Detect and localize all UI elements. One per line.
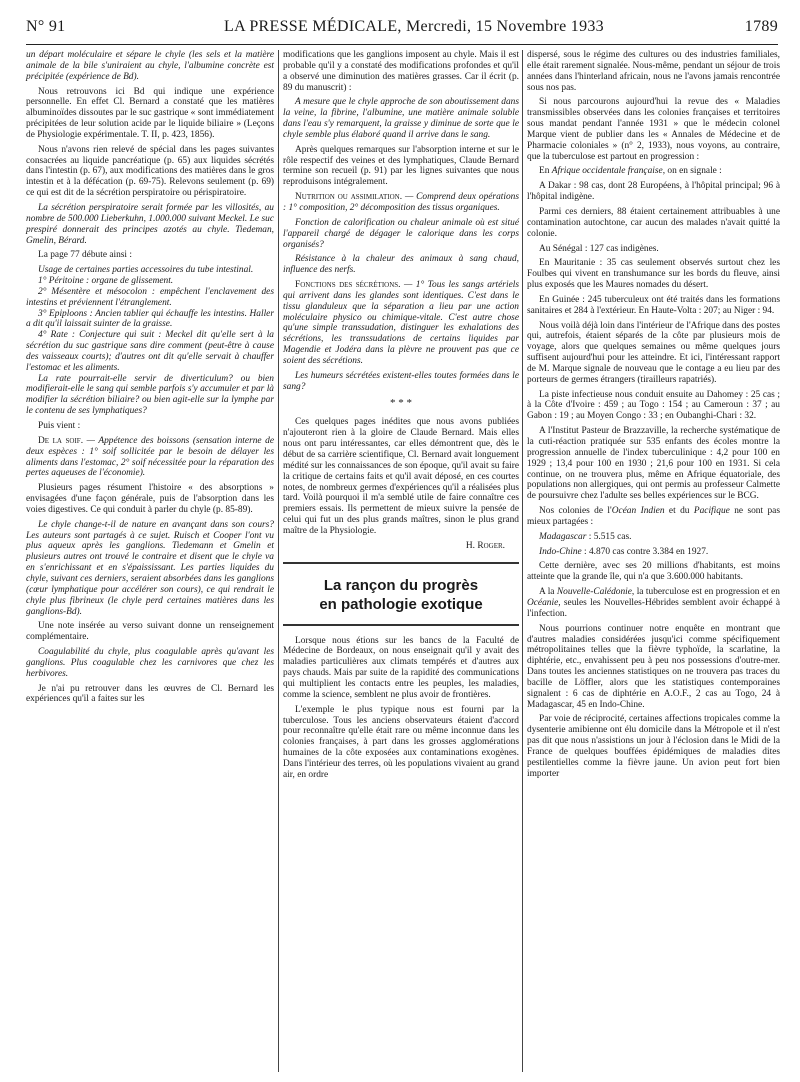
paragraph: A Dakar : 98 cas, dont 28 Européens, à l'hôpital principal; 96 à l'hôpital indigène. bbox=[527, 181, 780, 203]
place-name: Madagascar bbox=[539, 531, 587, 542]
paragraph: Fonction de calorification ou chaleur animale où est situé l'appareil chargé de dégager le calorique dans les corps organisés? bbox=[283, 217, 519, 250]
paragraph: Puis vient : bbox=[38, 421, 81, 431]
text-run: et du bbox=[664, 506, 694, 517]
text-run: : 4.870 cas contre 3.384 en 1927. bbox=[581, 546, 709, 557]
paragraph: La piste infectieuse nous conduit ensuite au Dahomey : 25 cas ; à la Côte d'Ivoire : 459 ; au Togo : 154 ; au Cameroun : 37 ; au Gabon : 19 ; au Moyen Congo : 33 ; en Oubanghi-Chari : 32. bbox=[527, 389, 780, 422]
paragraph bbox=[527, 547, 780, 558]
paragraph: L'exemple le plus typique nous est fourni par la tuberculose. Tous les anciens observateurs étaient d'accord pour reconnaître qu'elle était rare ou même inconnue dans les colonies françaises, à part dans les grosses agglomérations humaines de la côte exposées aux contaminations exogènes. Dans l'intérieur des terres, où les populations vivaient au grand air, en ordre bbox=[283, 704, 520, 780]
paragraph: En Guinée : 245 tuberculeux ont été traités dans les formations sanitaires et 284 à l'extérieur. En Haute-Volta : 207; au Niger : 94. bbox=[527, 294, 780, 316]
page-header bbox=[26, 18, 778, 44]
text-run: , on en signale : bbox=[662, 166, 722, 177]
paragraph: 2° Mésentère et mésocolon : empêchent l'enclavement des intestins et préviennent l'étranglement. bbox=[26, 286, 274, 308]
paragraph-text: — 1° Tous les sangs artériels qui arrivent dans les glandes sont identiques. C'est dans le tissu glanduleux que la séparation a lieu par une action moléculaire physico ou chimique-vitale. C'est autre chose qu'une simple transsudation, distinguer les exhalations des sécrétions, les transsudations de certains liquides par Magendie et Jodéra dans la plèvre ne prouvent pas que ce soient des sécrétions. bbox=[283, 280, 519, 366]
paragraph bbox=[527, 506, 780, 528]
page-number: 1789 bbox=[744, 18, 778, 35]
paragraph-text: — Comprend deux opérations : 1° composition, 2° décomposition des tissus organiques. bbox=[283, 192, 519, 213]
paragraph: Les humeurs sécrétées existent-elles toutes formées dans le sang? bbox=[283, 370, 519, 392]
article-title-line: en pathologie exotique bbox=[319, 595, 483, 613]
paragraph bbox=[283, 280, 519, 367]
run-in-heading: Nutrition ou assimilation. bbox=[295, 192, 403, 203]
text-run: ne sont pas mieux partagées : bbox=[527, 506, 780, 527]
paragraph: dispersé, sous le régime des cultures ou des industries familiales, elle était rarement signalée. Nous-même, pendant un séjour de trois années dans l'hinterland africain, nous ne l'avons jamais rencontrée sous nos pas. bbox=[527, 50, 780, 93]
text-run: En bbox=[539, 166, 552, 177]
paragraph: Au Sénégal : 127 cas indigènes. bbox=[539, 243, 659, 254]
paragraph: 1° Péritoine : organe de glissement. bbox=[38, 276, 174, 287]
paragraph: Lorsque nous étions sur les bancs de la Faculté de Médecine de Bordeaux, on nous enseignait qu'il y avait des maladies particulières aux climats tempérés et d'autres aux pays chauds. Mais par suite de la rapidité des communications qui multiplient les contacts entre les peuples, les maladies, comme la science, semblent ne plus avoir de frontières. bbox=[283, 635, 519, 700]
text-run: A la bbox=[539, 587, 557, 598]
place-name: Océan Indien bbox=[611, 506, 665, 517]
paragraph: La page 77 débute ainsi : bbox=[38, 250, 132, 261]
paragraph: A l'Institut Pasteur de Brazzaville, la recherche systématique de la cuti-réaction pratiquée sur 535 enfants des écoles montre la progression annuelle de l'index tuberculinique : 4,2 pour 100 en 1929 ; 13,4 pour 100 en 1930 ; 21,6 pour 100 en 1931. Si cela continue, on ne trouvera plus, même en Afrique équatoriale, des populations non allergiques, qui ont permis au professeur Calmette de poursuivre chez l'adulte ses belles expériences sur le BCG. bbox=[527, 426, 780, 502]
author-signature: H. Roger. bbox=[465, 540, 505, 551]
place-name: Nouvelle-Calédonie bbox=[556, 587, 632, 598]
paragraph: Le chyle change-t-il de nature en avançant dans son cours? Les auteurs sont partagés à ce sujet. Ruisch et Cooper l'ont vu plus aqueux après les ganglions. Tiedemann et Gmelin et plusieurs autres ont trouvé le contraire et disent que le chyle va en s'enrichissant et en s'épaississant. Les parties liquides du chyle, suivant ces derniers, seraient absorbées dans les ganglions (cœur lymphatique pour accélérer son cours), ce qui rendrait le chyle plus fibrineux (le chyle perd certaines matières dans les ganglions-Bd). bbox=[26, 519, 274, 617]
paragraph: un départ moléculaire et sépare le chyle (les sels et la matière animale de la bile s'uniraient au chyle, l'albumine concrète est précipitée (expérience de Bd). bbox=[26, 50, 274, 82]
place-name: Afrique occidentale française bbox=[551, 166, 663, 177]
text-run: Nos colonies de l' bbox=[539, 506, 612, 517]
paragraph: La rate pourrait-elle servir de diverticulum? ou bien modifierait-elle le sang qui semble parfois s'y accumuler et par là modifier la sécrétion biliaire? ou bien agit-elle sur la lymphe par le contenu de ses lymphatiques? bbox=[26, 373, 274, 417]
paragraph bbox=[283, 192, 519, 214]
place-name: Indo-Chine bbox=[539, 546, 582, 557]
paragraph: En Mauritanie : 35 cas seulement observés surtout chez les Foulbes qui vivent en transhumance sur les bords du fleuve, ainsi plus exposés que les Maures nomades du désert. bbox=[527, 258, 780, 291]
paragraph: Par voie de réciprocité, certaines affections tropicales comme la dysenterie amibienne ont élu domicile dans la Métropole et il n'est pas dit que nous n'assistions un jour à l'éclosion dans le Midi de la France de quelques bouffées épidémiques de maladies dites pestilentielles comme la fièvre jaune. Un avion peut fort bien importer bbox=[527, 714, 780, 779]
paragraph: Résistance à la chaleur des animaux à sang chaud, influence des nerfs. bbox=[283, 254, 519, 276]
column-3 bbox=[527, 50, 780, 783]
article-title bbox=[283, 562, 519, 626]
paragraph bbox=[26, 436, 274, 479]
paragraph bbox=[527, 166, 780, 177]
column-2 bbox=[283, 50, 519, 785]
paragraph: Si nous parcourons aujourd'hui la revue des « Maladies transmissibles observées dans les colonies françaises et territoires sous mandat pendant l'année 1931 » que le médecin colonel Marque vient de publier dans les « Annales de Médecine et de Pharmacie coloniales » (n° 2, 1933), nous voyons, au contraire, que la tuberculose est partout en progression : bbox=[527, 97, 780, 162]
paragraph: Parmi ces derniers, 88 étaient certainement attribuables à une contamination autochtone, car aucun des malades n'avait quitté la colonie. bbox=[527, 206, 780, 239]
paragraph bbox=[527, 532, 780, 543]
column-divider bbox=[522, 50, 523, 1072]
paragraph: Nous retrouvons ici Bd qui indique une expérience personnelle. En effet Cl. Bernard a constaté que les matières albuminoïdes dissoutes par le suc gastrique « sont immédiatement précipitées de leur solution acide par le liquide biliaire » (Leçons de Physiologie expérimentale. T. II, p. 423, 1856). bbox=[26, 86, 274, 140]
paragraph: Ces quelques pages inédites que nous avons publiées n'ajouteront rien à la gloire de Claude Bernard. Mais elles nous ont paru intéressantes, car elles démontrent que, dès le début de sa carrière scientifique, Cl. Bernard avait longuement médité sur les connaissances de son époque, qu'il avait su faire la critique de certains faits et qu'il avait déposé, en ces courtes notes, de nombreux germes d'expériences qu'il a réalisées plus tard. Voilà pourquoi il m'a semblé utile de faire connaître ces premiers essais. Ils permettent de mieux suivre la pensée de celui qui fut un des plus grands maîtres, sinon le plus grand maître de la Physiologie. bbox=[283, 417, 519, 536]
text-run: : 5.515 cas. bbox=[586, 531, 632, 542]
run-in-heading: Fonctions des sécrétions. bbox=[295, 280, 401, 291]
paragraph: Usage de certaines parties accessoires du tube intestinal. bbox=[38, 265, 254, 276]
header-rule bbox=[26, 44, 778, 45]
text-run: , seules les Nouvelles-Hébrides semblent avoir échappé à l'infection. bbox=[527, 597, 780, 619]
paragraph: Je n'ai pu retrouver dans les œuvres de Cl. Bernard les expériences qu'il a faites sur les bbox=[26, 683, 274, 705]
paragraph: Nous voilà déjà loin dans l'intérieur de l'Afrique dans des postes qui, autrefois, étaient séparés de la côte par plusieurs mois de voyage, alors que quelques semaines ou même quelques jours suffisent aujourd'hui pour les atteindre. Et ici, l'intéressant rapport de M. Marque signale de nouveau que le contage a eu lieu par des porteurs de germes étrangers (tirailleurs rapatriés). bbox=[527, 320, 780, 385]
column-divider bbox=[278, 50, 279, 1072]
run-in-heading: De la soif. bbox=[38, 435, 84, 446]
column-1 bbox=[26, 50, 274, 709]
paragraph: Nous n'avons rien relevé de spécial dans les pages suivantes consacrées au liquide pancréatique (p. 65) aux liquides sécrétés dans l'intestin (p. 67), aux modifications des matières dans le gros intestin et à la défécation (p. 69-75). Relevons seulement (p. 69) ce qui est dit de la sécrétion perspiratoire ou périspiratoire. bbox=[26, 144, 274, 199]
paragraph: La sécrétion perspiratoire serait formée par les villosités, au nombre de 500.000 Lieberkuhn, 1.000.000 suivant Meckel. Le suc prespiré donnerait des principes azotés au chyle. Tiedeman, Gmelin, Bérard. bbox=[26, 202, 274, 246]
paragraph: Coagulabilité du chyle, plus coagulable après qu'avant les ganglions. Plus coagulable chez les carnivores que chez les herbivores. bbox=[26, 647, 274, 679]
paragraph: modifications que les ganglions imposent au chyle. Mais il est probable qu'il y a constaté des modifications profondes et qu'il a observé une diminution des matières grasses. Car il écrit (p. 89 du manuscrit) : bbox=[283, 50, 519, 93]
paragraph: Une note insérée au verso suivant donne un renseignement complémentaire. bbox=[26, 621, 274, 643]
paragraph: Après quelques remarques sur l'absorption interne et sur le rôle respectif des veines et des lymphatiques, Claude Bernard termine son recueil (p. 91) par les lignes suivantes que nous reproduisons intégralement. bbox=[283, 144, 519, 188]
section-separator: * * * bbox=[390, 397, 412, 410]
paragraph: 4° Rate : Conjecture qui suit : Meckel dit qu'elle sert à la sécrétion du suc gastrique sans dire comment (peut-être à cause des vaisseaux courts); d'autres ont dit qu'elle servait à chauffer l'estomac et les aliments. bbox=[26, 330, 274, 373]
text-run: , la tuberculose est en progression et en bbox=[631, 587, 780, 598]
place-name: Océanie bbox=[527, 597, 559, 608]
article-title-line: La rançon du progrès bbox=[323, 576, 479, 594]
issue-number: N° 91 bbox=[26, 18, 66, 35]
paragraph: Cette dernière, avec ses 20 millions d'habitants, est moins atteinte que la grande île, qui n'a que 3.600.000 habitants. bbox=[527, 561, 780, 583]
paragraph-text: — Appétence des boissons (sensation interne de deux espèces : 1° soif sollicitée par le besoin de délayer les aliments dans l'estomac, 2° soif nécessitée pour la réparation des pertes aqueuses de l'économie). bbox=[26, 435, 274, 479]
paragraph: A mesure que le chyle approche de son aboutissement dans la veine, la fibrine, l'albumine, une matière animale soluble dans l'eau s'y remarquent, la graisse y diminue de sorte que le chyle semble plus élaboré quand il arrive dans le sang. bbox=[283, 97, 519, 140]
paragraph: 3° Epiploons : Ancien tablier qui échauffe les intestins. Haller a dit qu'il laissait suinter de la graisse. bbox=[26, 308, 274, 330]
place-name: Pacifique bbox=[693, 506, 730, 517]
paragraph: Plusieurs pages résument l'histoire « des absorptions » envisagées d'une façon générale, puis de l'absorption dans les voies digestives. Ce qui conduit à parler du chyle (p. 85-89). bbox=[26, 483, 274, 515]
paragraph bbox=[527, 587, 780, 620]
journal-title: LA PRESSE MÉDICALE, Mercredi, 15 Novembre 1933 bbox=[224, 18, 604, 35]
paragraph: Nous pourrions continuer notre enquête en montrant que d'autres maladies considérées jusqu'ici comme spécifiquement métropolitaines telles que la fièvre typhoïde, la scarlatine, la diphtérie, etc., envahissent peu à peu nos possessions d'outre-mer. Dans toutes les anciennes statistiques on ne trouvera pas traces du bacille de Löffler, alors que les statistiques contemporaines signalent : 6 cas de diphtérie en A.O.F., 2 cas au Togo, 24 à Madagascar, 45 en Indo-Chine. bbox=[527, 623, 780, 710]
